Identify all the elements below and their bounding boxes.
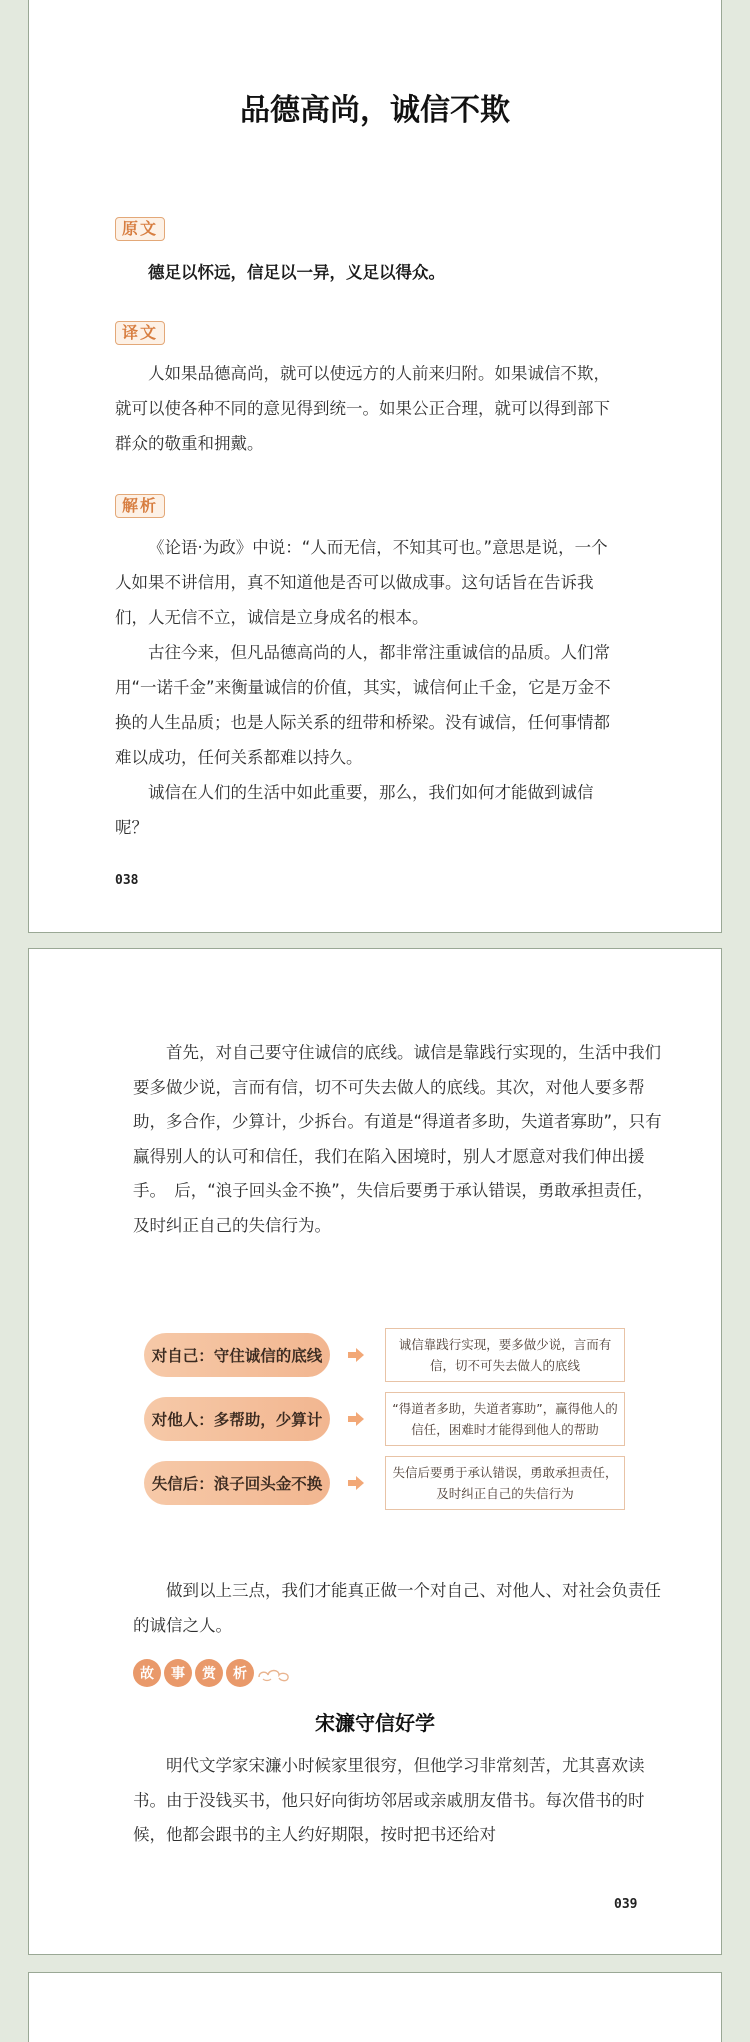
- story-title: 宋濂守信好学: [315, 1711, 435, 1735]
- diagram-desc-self: 诚信靠践行实现，要多做少说，言而有信，切不可失去做人的底线: [385, 1328, 625, 1382]
- arrow-right-icon: [348, 1348, 364, 1362]
- analysis-tag: 解析: [115, 494, 165, 518]
- summary-paragraph: 做到以上三点，我们才能真正做一个对自己、对他人、对社会负责任的诚信之人。: [133, 1581, 661, 1635]
- arrow-right-icon: [348, 1476, 364, 1490]
- story-paragraph: 明代文学家宋濂小时候家里很穷，但他学习非常刻苦，尤其喜欢读书。由于没钱买书，他只好向街坊邻居或亲戚朋友借书。每次借书的时候，他都会跟书的主人约好期限，按时把书还给对: [133, 1756, 645, 1844]
- original-text-tag: 原文: [115, 217, 165, 241]
- book-page-right: [28, 948, 722, 1955]
- page-number: 038: [115, 873, 139, 888]
- analysis-paragraph: 诚信在人们的生活中如此重要，那么，我们如何才能做到诚信呢？: [115, 783, 594, 837]
- cloud-ornament-icon: [257, 1663, 291, 1683]
- original-text: 德足以怀远，信足以一异，义足以得众。: [148, 263, 445, 282]
- story-badge-char: 析: [226, 1659, 254, 1687]
- diagram-desc-others: “得道者多助，失道者寡助”，赢得他人的信任，困难时才能得到他人的帮助: [385, 1392, 625, 1446]
- book-page-next: [28, 1972, 722, 2042]
- analysis-paragraph: 古往今来，但凡品德高尚的人，都非常注重诚信的品质。人们常用“一诺千金”来衡量诚信的价值，其实，诚信何止千金，它是万金不换的人生品质；也是人际关系的纽带和桥梁。没有诚信，任何事情都难以成功，任何关系都难以持久。: [115, 643, 611, 767]
- diagram-label-after: 失信后：浪子回头金不换: [144, 1461, 330, 1505]
- book-page-left: [28, 0, 722, 933]
- translation-tag: 译文: [115, 321, 165, 345]
- page-title: 品德高尚，诚信不欺: [240, 93, 510, 128]
- story-section-badge: [133, 1659, 291, 1687]
- intro-paragraph: 首先，对自己要守住诚信的底线。诚信是靠践行实现的，生活中我们要多做少说，言而有信，切不可失去做人的底线。其次，对他人要多帮助，多合作，少算计，少拆台。有道是“得道者多助，失道者寡助”，只有赢得别人的认可和信任，我们在陷入困境时，别人才愿意对我们伸出援手。 后，“浪子回头金不换”，失信后要勇于承认错误，勇敢承担责任，及时纠正自己的失信行为。: [133, 1043, 662, 1235]
- arrow-right-icon: [348, 1412, 364, 1426]
- story-badge-char: 故: [133, 1659, 161, 1687]
- diagram-desc-after: 失信后要勇于承认错误，勇敢承担责任，及时纠正自己的失信行为: [385, 1456, 625, 1510]
- page-number: 039: [614, 1897, 638, 1912]
- translation-text: 人如果品德高尚，就可以使远方的人前来归附。如果诚信不欺，就可以使各种不同的意见得到统一。如果公正合理，就可以得到部下群众的敬重和拥戴。: [115, 364, 610, 453]
- analysis-paragraph: 《论语·为政》中说：“人而无信，不知其可也。”意思是说，一个人如果不讲信用，真不知道他是否可以做成事。这句话旨在告诉我们，人无信不立，诚信是立身成名的根本。: [115, 538, 608, 627]
- diagram-label-self: 对自己：守住诚信的底线: [144, 1333, 330, 1377]
- story-badge-char: 事: [164, 1659, 192, 1687]
- story-badge-char: 赏: [195, 1659, 223, 1687]
- diagram-label-others: 对他人：多帮助，少算计: [144, 1397, 330, 1441]
